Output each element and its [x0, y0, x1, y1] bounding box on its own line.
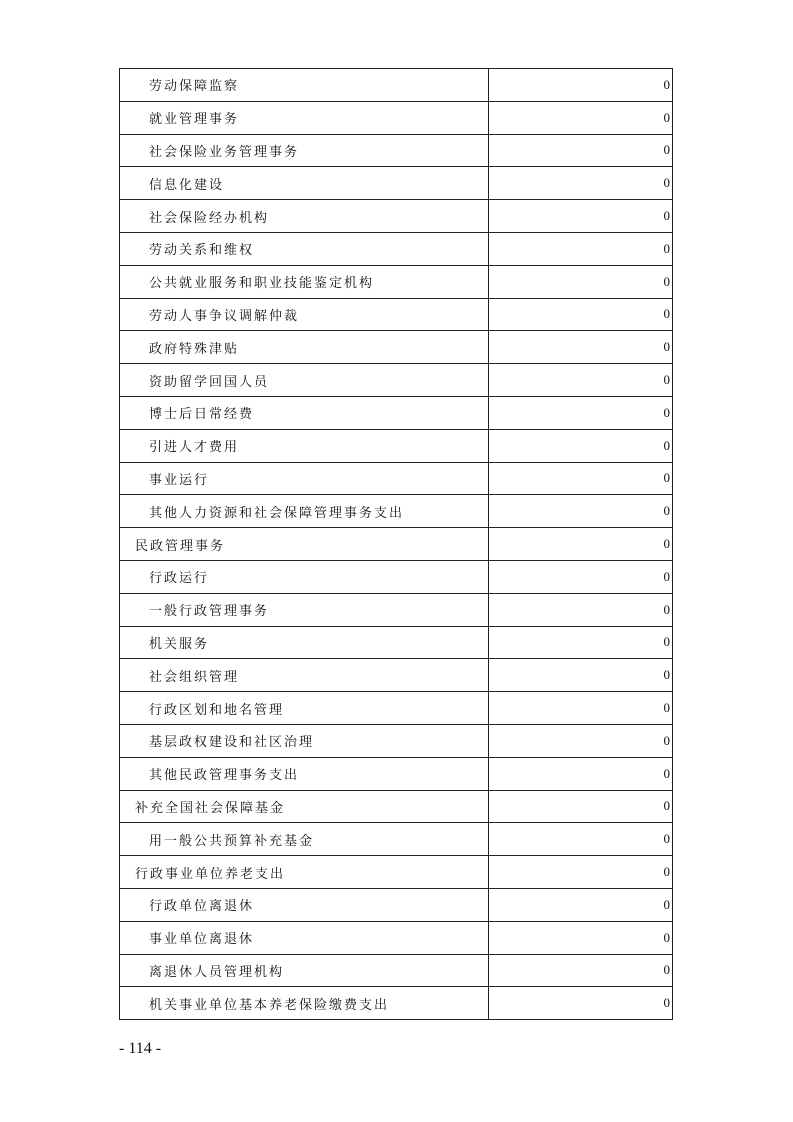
row-item-value: 0: [489, 856, 673, 889]
budget-table: [119, 68, 673, 1020]
table-row: [120, 495, 673, 528]
row-item-name: 公共就业服务和职业技能鉴定机构: [120, 265, 489, 298]
row-item-value: 0: [489, 331, 673, 364]
row-item-name: 劳动人事争议调解仲裁: [120, 298, 489, 331]
row-item-value: 0: [489, 69, 673, 102]
row-item-value: 0: [489, 429, 673, 462]
page-number: - 114 -: [119, 1040, 162, 1057]
row-item-value: 0: [489, 495, 673, 528]
row-item-name: 离退休人员管理机构: [120, 954, 489, 987]
table-row: [120, 200, 673, 233]
row-item-name: 博士后日常经费: [120, 396, 489, 429]
budget-table-body: [120, 69, 673, 1020]
row-item-name: 民政管理事务: [120, 528, 489, 561]
table-row: [120, 331, 673, 364]
row-item-name: 劳动关系和维权: [120, 232, 489, 265]
table-row: [120, 528, 673, 561]
table-row: [120, 954, 673, 987]
row-item-value: 0: [489, 888, 673, 921]
row-item-value: 0: [489, 823, 673, 856]
row-item-value: 0: [489, 987, 673, 1020]
row-item-name: 基层政权建设和社区治理: [120, 724, 489, 757]
row-item-name: 资助留学回国人员: [120, 364, 489, 397]
table-row: [120, 921, 673, 954]
table-row: [120, 823, 673, 856]
row-item-value: 0: [489, 232, 673, 265]
table-row: [120, 987, 673, 1020]
row-item-value: 0: [489, 692, 673, 725]
row-item-value: 0: [489, 528, 673, 561]
table-row: [120, 790, 673, 823]
row-item-name: 就业管理事务: [120, 101, 489, 134]
row-item-value: 0: [489, 724, 673, 757]
table-row: [120, 888, 673, 921]
row-item-name: 机关服务: [120, 626, 489, 659]
row-item-name: 社会组织管理: [120, 659, 489, 692]
row-item-value: 0: [489, 167, 673, 200]
row-item-value: 0: [489, 659, 673, 692]
row-item-name: 其他人力资源和社会保障管理事务支出: [120, 495, 489, 528]
row-item-value: 0: [489, 101, 673, 134]
table-row: [120, 396, 673, 429]
row-item-value: 0: [489, 200, 673, 233]
table-row: [120, 462, 673, 495]
row-item-name: 一般行政管理事务: [120, 593, 489, 626]
row-item-value: 0: [489, 593, 673, 626]
row-item-name: 事业运行: [120, 462, 489, 495]
row-item-value: 0: [489, 364, 673, 397]
row-item-value: 0: [489, 396, 673, 429]
row-item-name: 行政运行: [120, 560, 489, 593]
row-item-name: 信息化建设: [120, 167, 489, 200]
row-item-value: 0: [489, 560, 673, 593]
row-item-name: 社会保险业务管理事务: [120, 134, 489, 167]
row-item-name: 机关事业单位基本养老保险缴费支出: [120, 987, 489, 1020]
table-row: [120, 134, 673, 167]
row-item-value: 0: [489, 265, 673, 298]
table-row: [120, 626, 673, 659]
table-row: [120, 593, 673, 626]
row-item-value: 0: [489, 954, 673, 987]
table-row: [120, 167, 673, 200]
row-item-value: 0: [489, 626, 673, 659]
table-row: [120, 364, 673, 397]
table-row: [120, 232, 673, 265]
row-item-name: 政府特殊津贴: [120, 331, 489, 364]
row-item-name: 用一般公共预算补充基金: [120, 823, 489, 856]
row-item-name: 事业单位离退休: [120, 921, 489, 954]
row-item-value: 0: [489, 757, 673, 790]
table-row: [120, 757, 673, 790]
table-row: [120, 856, 673, 889]
table-row: [120, 69, 673, 102]
row-item-name: 其他民政管理事务支出: [120, 757, 489, 790]
row-item-value: 0: [489, 134, 673, 167]
row-item-name: 社会保险经办机构: [120, 200, 489, 233]
row-item-name: 劳动保障监察: [120, 69, 489, 102]
row-item-name: 行政事业单位养老支出: [120, 856, 489, 889]
row-item-value: 0: [489, 462, 673, 495]
table-row: [120, 429, 673, 462]
table-row: [120, 298, 673, 331]
row-item-name: 补充全国社会保障基金: [120, 790, 489, 823]
table-row: [120, 724, 673, 757]
row-item-value: 0: [489, 790, 673, 823]
table-row: [120, 101, 673, 134]
table-row: [120, 560, 673, 593]
table-row: [120, 692, 673, 725]
table-row: [120, 265, 673, 298]
row-item-name: 行政区划和地名管理: [120, 692, 489, 725]
row-item-name: 行政单位离退休: [120, 888, 489, 921]
table-row: [120, 659, 673, 692]
row-item-value: 0: [489, 298, 673, 331]
row-item-name: 引进人才费用: [120, 429, 489, 462]
row-item-value: 0: [489, 921, 673, 954]
